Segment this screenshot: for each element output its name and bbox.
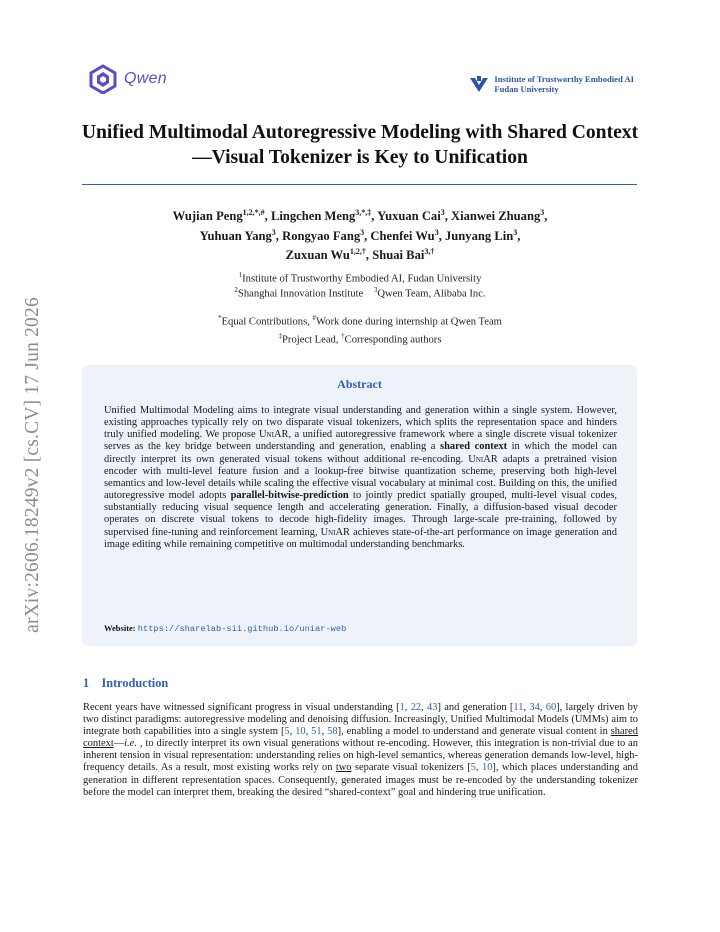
author-affiliation-marker: 3 <box>440 208 445 217</box>
author-name: Xianwei Zhuang <box>451 209 541 224</box>
affiliation-1: $^1$Institute of Trustworthy Embodied AI, Fudan University <box>238 271 482 285</box>
citation-link[interactable]: 11 <box>513 702 524 713</box>
contribution-notes: *Equal Contributions, #Work done during internship at Qwen Team <box>218 314 502 328</box>
section-title: Introduction <box>101 676 169 690</box>
author-name: Rongyao Fang <box>282 228 361 243</box>
qwen-wordmark: Qwen <box>124 70 167 87</box>
website-line <box>104 623 346 634</box>
author-name: Junyang Lin <box>445 228 514 243</box>
author-name: Lingchen Meng <box>270 209 356 224</box>
abstract-text: Unified Multimodal Modeling aims to integrate visual understanding and generation within a single system. However, existing approaches typically rely on two disparate visual tokenizers, which splits the representation space and hinders truly unified modeling. We propose UniAR, a unified autoregressive framework where a single discrete visual tokenizer serves as the key bridge between understanding and generation, enabling a shared context in which the model can directly interpret its own generated visual tokens without additional re-encoding. UniAR adapts a pretrained vision encoder with multi-level feature fusion and a lookup-free bitwise quantization scheme, preserving both high-level semantics and low-level details while scaling the effective visual vocabulary at minimal cost. Building on this, the unified autoregressive model adopts parallel-bitwise-prediction to jointly predict spatially grouped, multi-level visual codes, substantially reducing visual sequence length and accelerating generation. Finally, a diffusion-based visual decoder operates on discrete visual tokens to decode high-fidelity images. Through large-scale pre-training, followed by supervised fine-tuning and reinforcement learning, UniAR achieves state-of-the-art performance on image generation and image editing while remaining competitive on multimodal understanding benchmarks. <box>104 405 617 550</box>
author-name: Yuxuan Cai <box>377 209 441 224</box>
underlined-term: two <box>335 762 352 774</box>
institute-emblem-icon <box>469 76 489 94</box>
author-affiliation-marker: 3 <box>434 227 439 237</box>
underlined-term: shared context <box>83 726 638 750</box>
role-notes: ‡Project Lead, †Corresponding authors <box>278 332 442 346</box>
author-name: Shuai Bai <box>372 248 425 263</box>
author-affiliation-marker: 1,2,*,# <box>242 208 265 217</box>
citation-link[interactable]: 34 <box>529 702 540 713</box>
citation-link[interactable]: 22 <box>410 702 422 713</box>
institute-university: Fudan University <box>494 83 559 94</box>
citation-link[interactable]: 1 <box>399 702 405 713</box>
affiliation-2-3: $^2$Shanghai Innovation Institute $^3$Qwen Team, Alibaba Inc. <box>234 286 486 300</box>
citation-link[interactable]: 58 <box>327 726 338 738</box>
qwen-logo <box>88 64 167 94</box>
author-affiliation-marker: 3,† <box>424 247 435 257</box>
citation-link[interactable]: 5 <box>470 762 476 774</box>
citation-link[interactable]: 43 <box>427 702 438 713</box>
website-label: Website: <box>104 623 136 633</box>
title-divider <box>82 184 637 185</box>
arxiv-side-stamp: arXiv:2606.18249v2 [cs.CV] 17 Jun 2026 <box>22 297 43 633</box>
citation-link[interactable]: 10 <box>295 726 306 738</box>
citation-link[interactable]: 5 <box>284 726 290 738</box>
introduction-paragraph: Recent years have witnessed significant progress in visual understanding [1, 22, 43] and generation [11, 34, 60], largely driven by two distinct paradigms: autoregressive modeling and denoising diffusion. Increasingly, Unified Multimodal Models (UMMs) aim to integrate both capabilities into a single system [5, 10, 51, 58], enabling a model to understand and generate visual content in shared context—i.e. , to directly interpret its own visual generations without re-encoding. However, this integration is non-trivial due to an inherent tension in visual representation: understanding relies on high-level semantics, whereas generation demands low-level, high-frequency details. As a result, most existing works rely on two separate visual tokenizers [5, 10], which places understanding and generation in different representation spaces. Consequently, generated images must be re-encoded by the understanding tokenizer before the model can interpret them, breaking the desired “shared-context” goal and hindering true unification. <box>83 702 639 798</box>
model-name: UniAR <box>259 429 289 441</box>
section-heading <box>83 676 168 691</box>
qwen-logo-icon <box>88 64 118 94</box>
website-link[interactable]: https://sharelab-sii.github.io/uniar-web <box>137 624 347 634</box>
author-name: Chenfei Wu <box>370 228 435 243</box>
citation-link[interactable]: 10 <box>481 762 493 774</box>
paper-title: Unified Multimodal Autoregressive Modeling with Shared Context—Visual Tokenizer is Key to Unification <box>81 122 639 168</box>
author-name: Wujian Peng <box>172 209 243 224</box>
institute-name: Institute of Trustworthy Embodied AI <box>494 74 634 84</box>
author-list: Wujian Peng$^{1,2,*,\#}$, Lingchen Meng$^{3,*,\ddagger}$, Yuxuan Cai$^3$, Xianwei Zhuang$^3$, Yuhuan Yang$^3$, Rongyao Fang$^3$, Chenfei Wu$^3$, Junyang Lin$^3$, Zuxuan $Wu^{1,2,\dagger}$, Shuai Bai$^{3,\dagger}$ <box>172 208 548 263</box>
citation-link[interactable]: 60 <box>545 702 557 713</box>
author-affiliation-marker: 3 <box>540 208 545 217</box>
citation-link[interactable]: 51 <box>311 726 322 738</box>
author-affiliation-marker: 3 <box>360 227 365 237</box>
author-affiliation-marker: 1,2,† <box>349 247 366 257</box>
author-name: Zuxuan Wu <box>285 248 350 263</box>
author-affiliation-marker: 3 <box>513 227 518 237</box>
author-name: Yuhuan Yang <box>199 228 272 243</box>
section-number: 1 <box>83 676 90 690</box>
abstract-box <box>82 365 637 646</box>
abstract-heading: Abstract <box>337 377 382 391</box>
author-affiliation-marker: 3 <box>271 227 276 237</box>
author-affiliation-marker: 3,*,‡ <box>355 208 372 217</box>
institute-logo <box>469 75 634 94</box>
